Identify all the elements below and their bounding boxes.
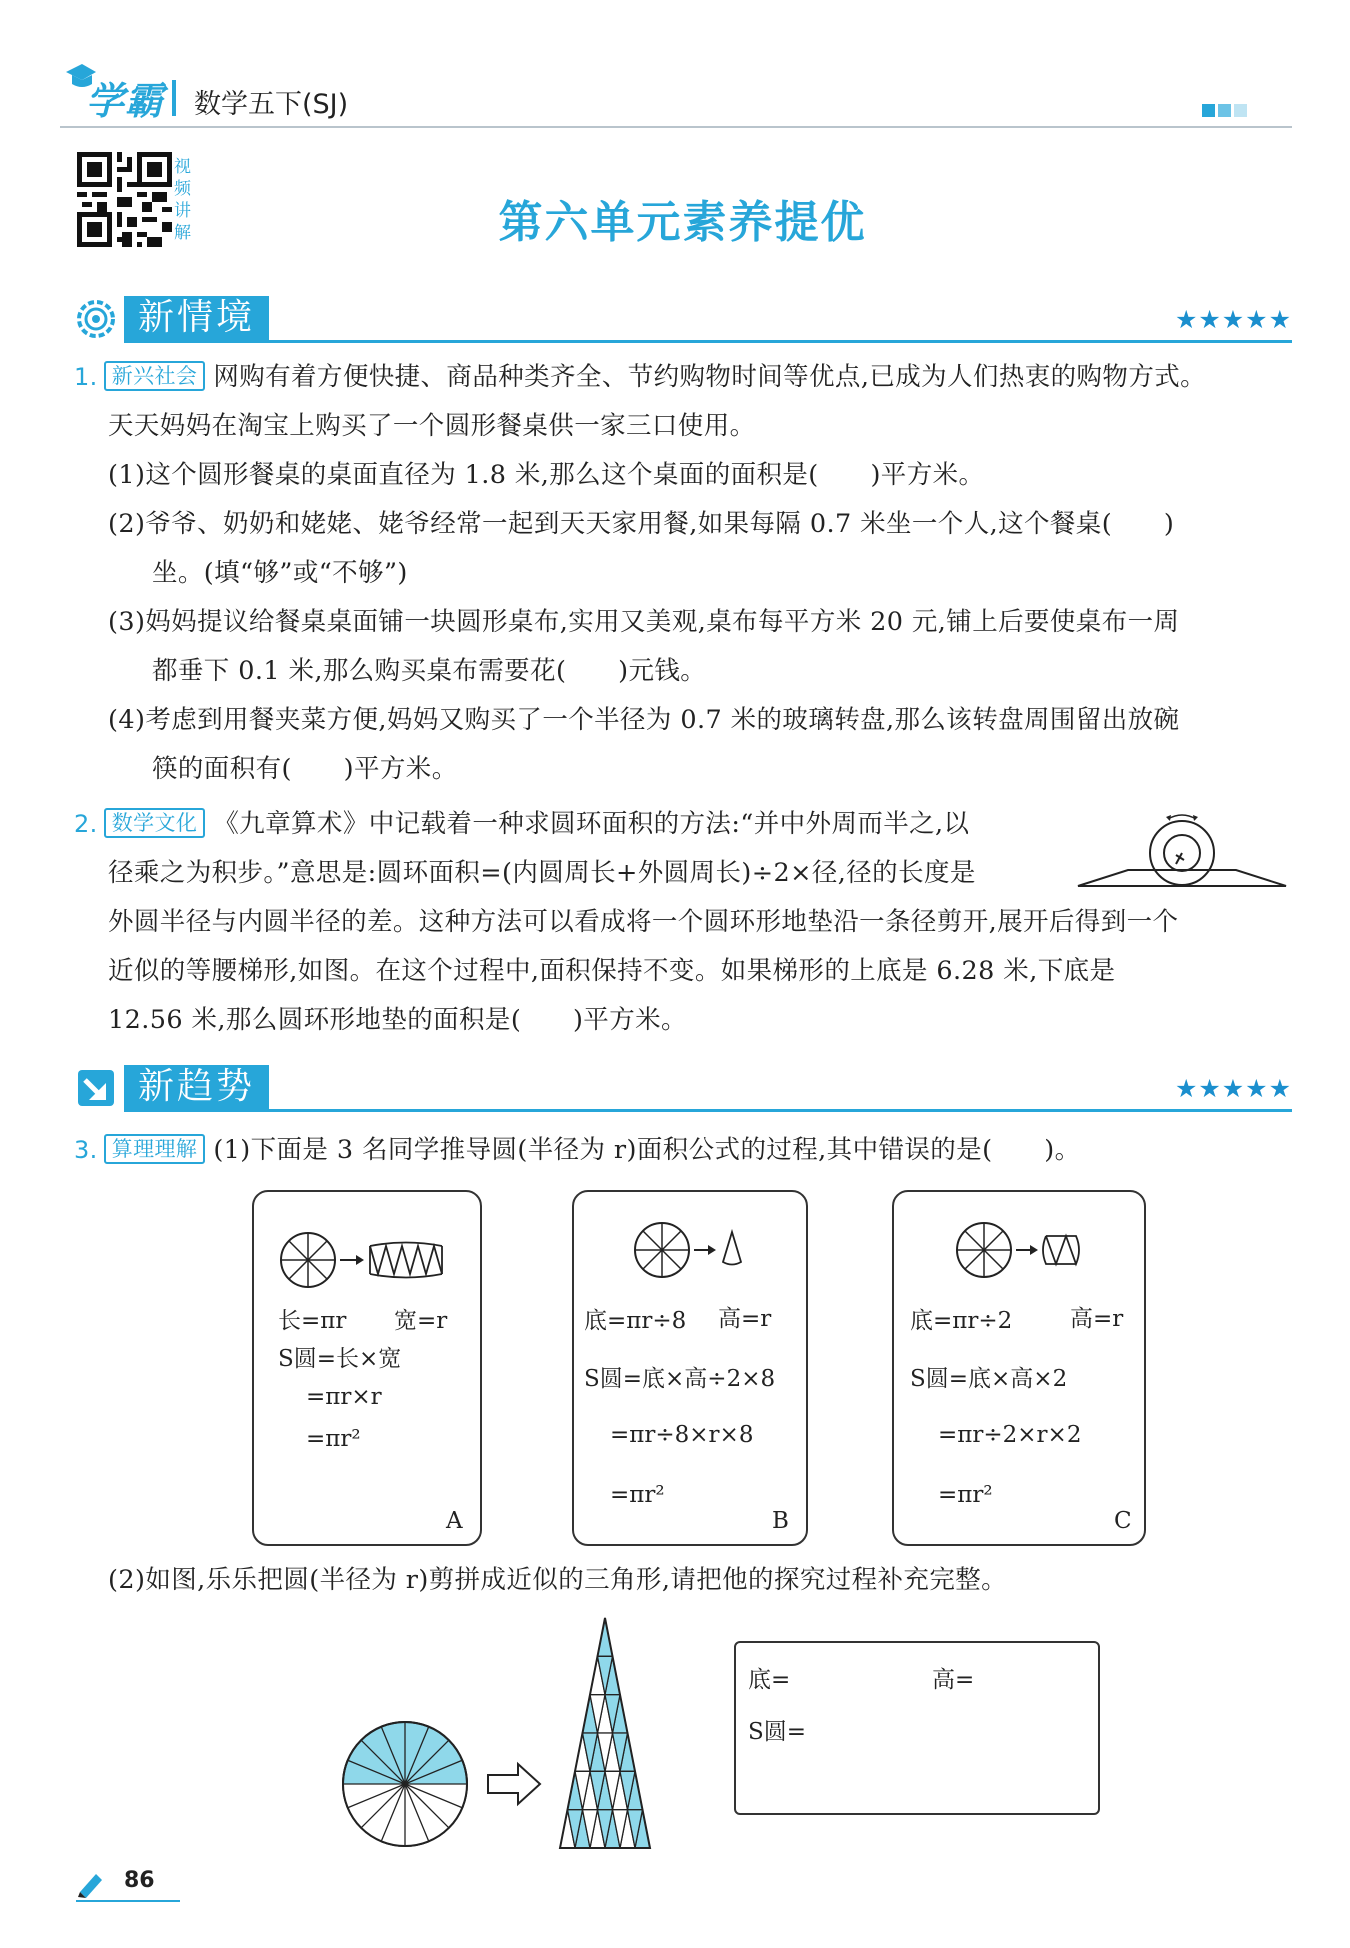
circle-sectors-icon <box>632 1220 752 1280</box>
answer-blank[interactable]: (1)下面是 3 名同学推导圆(半径为 r)面积公式的过程,其中错误的是( )。 <box>213 1135 1081 1165</box>
section-header-new-context <box>72 295 1292 343</box>
question-tag: 数学文化 <box>104 808 206 838</box>
answer-blank[interactable]: 都垂下 0.1 米,那么购买桌布需要花( )元钱。 <box>152 656 707 686</box>
derivation-card-b: 底=πr÷8 高=r S圆=底×高÷2×8 =πr÷8×r×8 =πr² B <box>572 1190 808 1546</box>
answer-blank[interactable]: 筷的面积有( )平方米。 <box>152 754 458 784</box>
question-number: 3. <box>74 1136 98 1164</box>
pencil-icon <box>76 1870 106 1898</box>
brand-logo: 学霸 <box>86 79 165 123</box>
section-header-new-trend <box>72 1064 1292 1112</box>
sector-circle <box>343 1722 467 1846</box>
page-number: 86 <box>124 1868 155 1893</box>
derivation-card-a: 长=πr 宽=r S圆=长×宽 =πr×r =πr² A <box>252 1190 482 1546</box>
circle-sectors-icon <box>954 1220 1094 1280</box>
trend-arrow-icon <box>76 1068 116 1108</box>
answer-blank[interactable]: 12.56 米,那么圆环形地垫的面积是( )平方米。 <box>108 1005 687 1035</box>
difficulty-stars: ★★★★★ <box>1174 1074 1292 1103</box>
section-title: 新情境 <box>124 296 269 340</box>
question-tag: 新兴社会 <box>104 361 206 391</box>
ring-trapezoid-figure <box>1072 808 1292 892</box>
card-letter: A <box>446 1508 463 1534</box>
answer-blank[interactable]: (1)这个圆形餐桌的桌面直径为 1.8 米,那么这个桌面的面积是( )平方米。 <box>108 460 985 490</box>
triangle-stack <box>560 1618 650 1848</box>
area-field[interactable]: S圆= <box>748 1719 807 1745</box>
circle-sectors-icon <box>278 1230 458 1290</box>
gear-icon <box>76 299 116 339</box>
answer-blank[interactable]: (2)爷爷、奶奶和姥姥、姥爷经常一起到天天家用餐,如果每隔 0.7 米坐一个人,这个餐桌( ) <box>108 509 1175 539</box>
section-title: 新趋势 <box>124 1065 269 1109</box>
footer-rule <box>76 1900 180 1902</box>
height-field[interactable]: 高= <box>932 1667 975 1693</box>
base-field[interactable]: 底= <box>748 1667 791 1693</box>
card-letter: C <box>1114 1508 1132 1534</box>
question-2: 2. 数学文化 《九章算术》中记载着一种求圆环面积的方法:“并中外周而半之,以 径乘之为积步。”意思是:圆环面积=(内圆周长+外圆周长)÷2×径,径的长度是 外圆半径与内圆半径的差。这种方法可以看成将一个圆环形地垫沿一条径剪开,展开后得到一个 近似的等腰梯形,如图。在这个过程中,面积保持不变。如果梯形的上底是 6.28 米,下底是 12.56 米,那么圆环形地垫的面积是( )平方米。 <box>74 800 1296 1045</box>
question-number: 2. <box>74 810 98 838</box>
subject-label: 数学五下(SJ) <box>194 89 349 120</box>
circle-to-triangle-figure <box>340 1612 700 1852</box>
page-title: 第六单元素养提优 <box>498 197 867 248</box>
question-tag: 算理理解 <box>104 1134 206 1164</box>
answer-box[interactable] <box>734 1641 1100 1815</box>
question-3 <box>74 1126 1296 1175</box>
derivation-card-c: 底=πr÷2 高=r S圆=底×高×2 =πr÷2×r×2 =πr² C <box>892 1190 1146 1546</box>
header-divider <box>172 80 176 116</box>
question-number: 1. <box>74 363 98 391</box>
header-rule <box>60 126 1292 128</box>
card-letter: B <box>772 1508 789 1534</box>
qr-caption: 视 频 讲 解 <box>174 157 191 243</box>
difficulty-stars: ★★★★★ <box>1174 305 1292 334</box>
question-1: 1. 新兴社会 网购有着方便快捷、商品种类齐全、节约购物时间等优点,已成为人们热衷的购物方式。 天天妈妈在淘宝上购买了一个圆形餐桌供一家三口使用。 (1)这个圆形餐桌的桌面直径为 1.8 米,那么这个桌面的面积是( )平方米。 (2)爷爷、奶奶和姥姥、姥爷经常一起到天天家用餐,如果每隔 0.7 米坐一个人,这个餐桌( ) 坐。(填“够”或“不够”) (3)妈妈提议给餐桌桌面铺一块圆形桌布,实用又美观,桌布每平方米 20 元,铺上后要使桌布一周 都垂下 0.1 米,那么购买桌布需要花( )元钱。 (4)考虑到用餐夹菜方便,妈妈又购买了一个半径为 0.7 米的玻璃转盘,那么该转盘周围留出放碗 筷的面积有( )平方米。 <box>74 353 1296 794</box>
question-3-part-2: (2)如图,乐乐把圆(半径为 r)剪拼成近似的三角形,请把他的探究过程补充完整。 <box>108 1565 1008 1595</box>
header-blocks <box>1202 102 1247 121</box>
header <box>60 50 1292 130</box>
arrow-icon <box>488 1764 540 1804</box>
